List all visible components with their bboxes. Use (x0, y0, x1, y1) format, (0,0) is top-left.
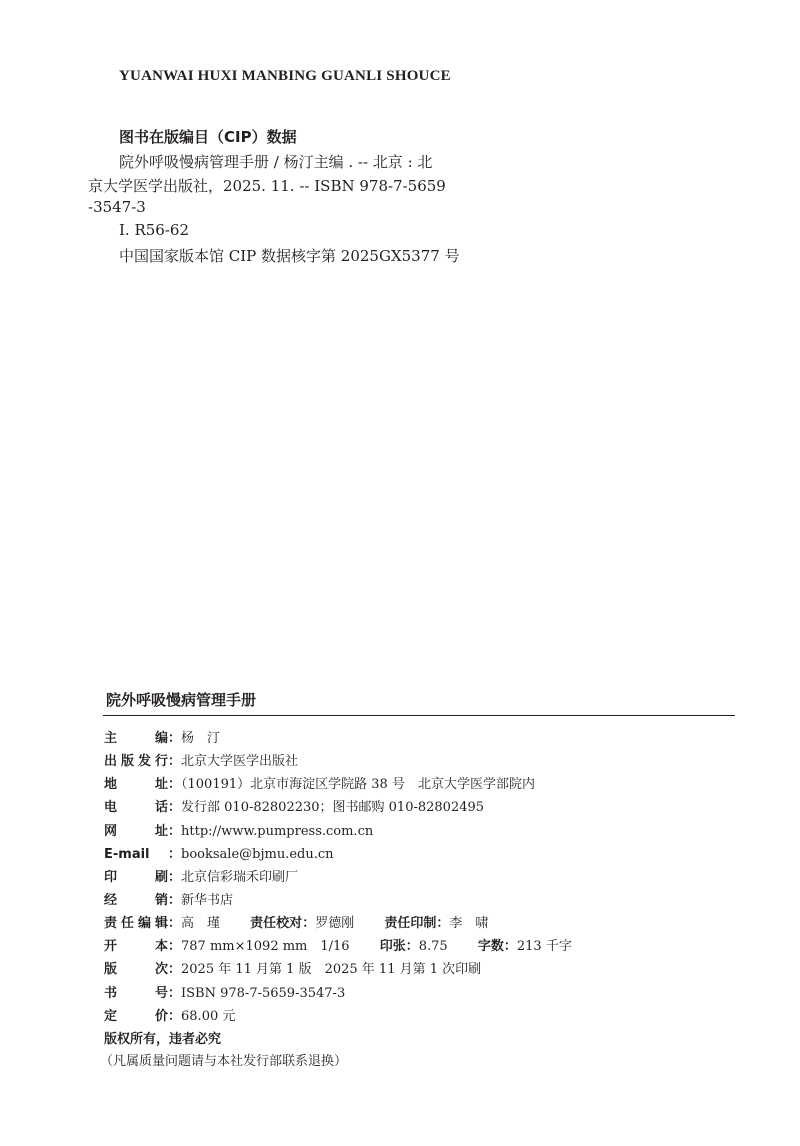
editor-label: 主编 (104, 731, 168, 746)
address-label: 地址 (104, 777, 168, 792)
proofreader-value: 罗德刚 (315, 916, 355, 931)
phone-value: 发行部 010-82802230；图书邮购 010-82802495 (181, 800, 485, 815)
divider-rule (103, 715, 735, 716)
distributor-value: 新华书店 (181, 893, 234, 908)
info-responsibility: 责任编辑：高 瑾 责任校对：罗德刚 责任印制：李 啸 (104, 912, 488, 931)
info-format: 开本：787 mm×1092 mm 1/16 印张：8.75 字数：213 千字 (104, 935, 572, 954)
info-address: 地址：（100191）北京市海淀区学院路 38 号 北京大学医学部院内 (104, 773, 535, 792)
info-price: 定价：68.00 元 (104, 1005, 235, 1024)
printer-value: 北京信彩瑞禾印刷厂 (181, 870, 299, 885)
info-web: 网址：http://www.pumpress.com.cn (104, 820, 373, 839)
book-title: 院外呼吸慢病管理手册 (106, 691, 257, 709)
info-isbn: 书号：ISBN 978-7-5659-3547-3 (104, 982, 345, 1001)
info-printer: 印刷：北京信彩瑞禾印刷厂 (104, 866, 298, 885)
cip-line-5: 中国国家版本馆 CIP 数据核字第 2025GX5377 号 (119, 247, 460, 265)
sheets-value: 8.75 (418, 939, 448, 954)
print-resp-value: 李 啸 (449, 916, 489, 931)
email-link[interactable]: booksale@bjmu.edu.cn (181, 847, 334, 862)
web-link[interactable]: http://www.pumpress.com.cn (181, 824, 374, 839)
copyright-notice: 版权所有，违者必究 (104, 1032, 222, 1047)
print-resp-label: 责任印制 (384, 916, 437, 931)
cip-line-1: 院外呼吸慢病管理手册 / 杨汀主编 . -- 北京 : 北 (119, 153, 433, 171)
info-email: E-mail ：booksale@bjmu.edu.cn (104, 847, 334, 862)
edition-value: 2025 年 11 月第 1 版 2025 年 11 月第 1 次印刷 (181, 962, 482, 977)
info-distributor: 经销：新华书店 (104, 889, 233, 908)
editor-value: 杨 汀 (181, 731, 221, 746)
cip-line-3: -3547-3 (88, 198, 146, 216)
edition-label: 版次 (104, 962, 168, 977)
publisher-label: 出版发行 (104, 754, 168, 769)
address-value: （100191）北京市海淀区学院路 38 号 北京大学医学部院内 (181, 777, 535, 792)
isbn-value: ISBN 978-7-5659-3547-3 (181, 986, 346, 1001)
web-label: 网址 (104, 824, 168, 839)
price-value: 68.00 元 (181, 1009, 236, 1024)
info-publisher: 出版发行：北京大学医学出版社 (104, 750, 298, 769)
printer-label: 印刷 (104, 870, 168, 885)
price-label: 定价 (104, 1009, 168, 1024)
resp-editor-label: 责任编辑 (104, 916, 168, 931)
words-label: 字数 (477, 939, 504, 954)
pinyin-title: YUANWAI HUXI MANBING GUANLI SHOUCE (119, 68, 451, 84)
format-label: 开本 (104, 939, 168, 954)
info-phone: 电话：发行部 010-82802230；图书邮购 010-82802495 (104, 796, 484, 815)
publisher-value: 北京大学医学出版社 (181, 754, 299, 769)
proofreader-label: 责任校对 (250, 916, 303, 931)
email-label: E-mail (104, 847, 150, 862)
format-value: 787 mm×1092 mm 1/16 (181, 939, 350, 954)
words-value: 213 千字 (516, 939, 572, 954)
info-edition: 版次：2025 年 11 月第 1 版 2025 年 11 月第 1 次印刷 (104, 958, 481, 977)
cip-line-2: 京大学医学出版社，2025. 11. -- ISBN 978-7-5659 (88, 177, 446, 195)
phone-label: 电话 (104, 800, 168, 815)
isbn-label: 书号 (104, 986, 168, 1001)
cip-line-4: Ⅰ. R56-62 (119, 221, 189, 239)
distributor-label: 经销 (104, 893, 168, 908)
cip-heading: 图书在版编目（CIP）数据 (119, 128, 297, 146)
info-editor: 主编：杨 汀 (104, 727, 220, 746)
resp-editor-value: 高 瑾 (181, 916, 221, 931)
sheets-label: 印张 (379, 939, 406, 954)
return-notice: （凡属质量问题请与本社发行部联系退换） (100, 1054, 348, 1069)
